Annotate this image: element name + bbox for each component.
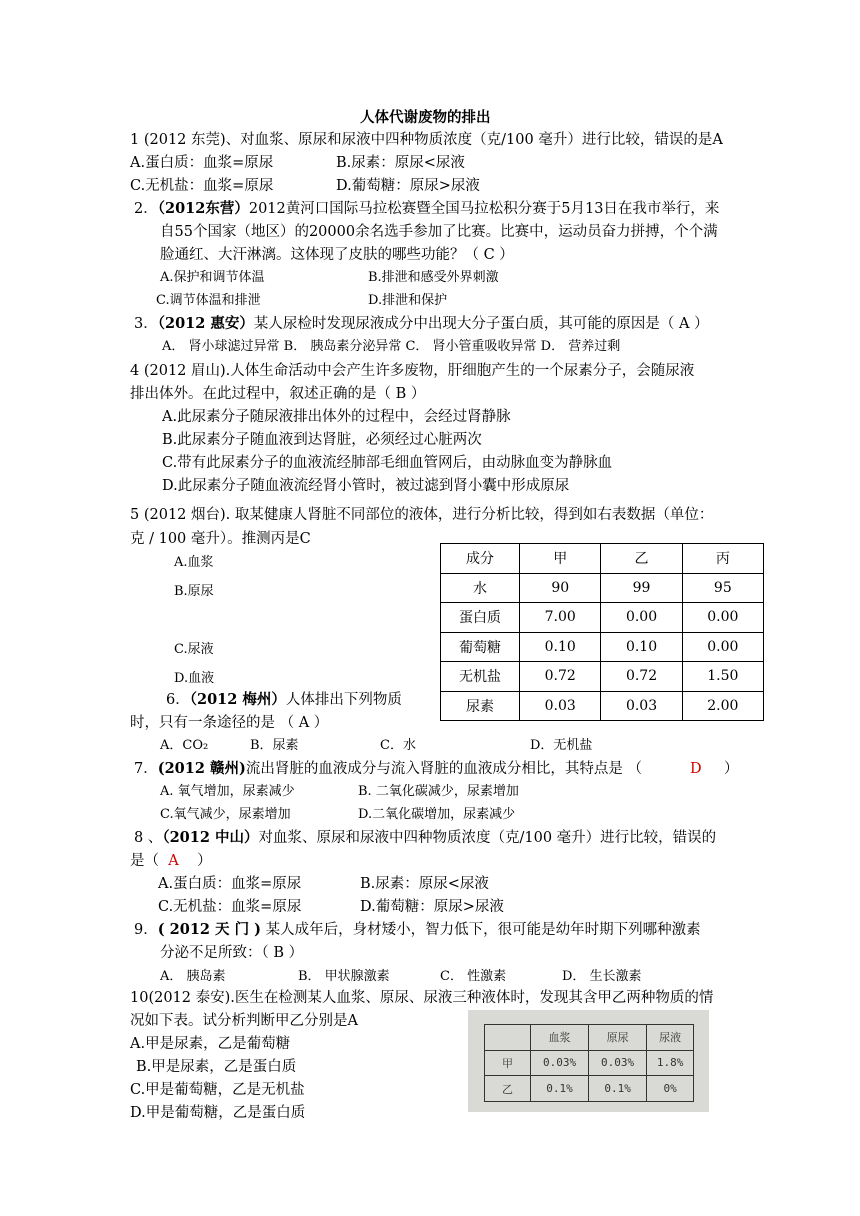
q1-option-b: B.尿素：原尿<尿液 [336,155,465,171]
q8-stem: 对血浆、原尿和尿液中四种物质浓度（克/100 毫升）进行比较，错误的 [258,830,717,846]
q7-answer: D [690,761,702,777]
q5-option-b: B.原尿 [174,584,214,599]
q2-option-a: A.保护和调节体温 [160,270,265,285]
q3-number: 3． [134,316,158,332]
table-cell: 1.8% [647,1050,694,1076]
q6-option-b: B．尿素 [250,738,299,753]
q6-option-d: D．无机盐 [530,738,593,753]
q7-source-tag: (2012 赣州) [157,760,246,777]
q8-close-paren: ） [197,853,212,869]
table-cell: 1.50 [682,662,763,692]
table-cell: 0.00 [682,632,763,662]
q6-option-c: C．水 [380,738,416,753]
q5-option-a: A.血浆 [174,555,214,570]
q7-close-paren: ） [724,761,739,777]
q1-option-d: D.葡萄糖：原尿>尿液 [336,178,480,194]
q9-number: 9． [134,922,158,938]
q8-option-a: A.蛋白质：血浆=原尿 [158,876,302,892]
table-cell: 90 [520,573,601,603]
table-row [441,662,764,692]
q7-stem: 流出肾脏的血液成分与流入肾脏的血液成分相比，其特点是 （ [245,761,642,777]
table-cell: 95 [682,573,763,603]
table-header-row [485,1025,694,1051]
q9-stem-line2: 分泌不足所致：（ B ） [160,945,304,961]
q6-stem: 人体排出下列物质 [285,692,402,708]
table-cell: 尿素 [441,691,520,721]
table-header-cell: 血浆 [530,1025,588,1051]
q6-stem-line2: 时，只有一条途径的是 （ A ） [130,715,329,731]
table-cell: 0.00 [601,603,682,633]
table-row [441,573,764,603]
table-cell: 葡萄糖 [441,632,520,662]
table-row [485,1076,694,1102]
q3-source-tag: （2012 惠安） [157,315,254,332]
q4-option-a: A.此尿素分子随尿液排出体外的过程中，会经过肾静脉 [162,409,511,425]
q8-option-b: B.尿素：原尿<尿液 [360,876,489,892]
table-cell: 蛋白质 [441,603,520,633]
table-cell: 0.00 [682,603,763,633]
table-row [441,691,764,721]
q7-number: 7． [134,761,158,777]
table-cell: 2.00 [682,691,763,721]
q9-source-tag: ( 2012 天 门 ) [157,921,262,938]
q2-source-tag: （2012东营） [157,200,249,217]
q4-option-c: C.带有此尿素分子的血液流经肺部毛细血管网后，由动脉血变为静脉血 [162,455,613,471]
table-cell: 0.1% [589,1076,647,1102]
table-cell: 0.03 [520,691,601,721]
q7-option-b: B. 二氧化碳减少，尿素增加 [358,784,519,799]
table-cell: 0.72 [601,662,682,692]
q8-answer: A [168,853,179,869]
q10-option-b: B.甲是尿素，乙是蛋白质 [136,1059,297,1075]
q2-stem-line1: 2012黄河口国际马拉松赛暨全国马拉松积分赛于5月13日在我市举行，来 [248,201,720,217]
q5-stem-line1: 5 (2012 烟台). 取某健康人肾脏不同部位的液体，进行分析比较，得到如右表数据（单位： [130,507,714,523]
q6-number: 6． [166,692,190,708]
table-cell: 乙 [485,1076,531,1102]
table-row [441,632,764,662]
q3-options: A． 肾小球滤过异常 B． 胰岛素分泌异常 C． 肾小管重吸收异常 D． 营养过剩 [162,339,621,354]
q10-stem-line1: 10(2012 泰安).医生在检测某人血浆、原尿、尿液三种液体时，发现其含甲乙两种物质的情 [130,990,714,1006]
q1-option-c: C.无机盐：血浆=原尿 [130,178,274,194]
q10-option-c: C.甲是葡萄糖，乙是无机盐 [130,1082,305,1098]
table-header-cell: 尿液 [647,1025,694,1051]
q7-option-d: D.二氧化碳增加，尿素减少 [358,807,516,822]
q9-option-a: A． 胰岛素 [160,969,226,984]
q6-option-a: A．CO₂ [160,738,209,753]
q9-stem: 某人成年后，身材矮小，智力低下，很可能是幼年时期下列哪种激素 [265,922,701,938]
q8-source-tag: （2012 中山） [162,829,259,846]
q10-photo-table-image [468,1010,709,1112]
table-cell: 水 [441,573,520,603]
q9-option-d: D． 生长激素 [562,969,642,984]
table-header-cell: 丙 [682,544,763,574]
q5-stem-line2: 克 / 100 毫升）。推测丙是C [130,531,311,547]
q10-option-a: A.甲是尿素，乙是葡萄糖 [130,1036,291,1052]
q2-option-c: C.调节体温和排泄 [156,293,261,308]
q9-option-c: C． 性激素 [440,969,507,984]
q8-stem-line2: 是（ [130,853,159,869]
q1-option-a: A.蛋白质：血浆=原尿 [130,155,274,171]
table-header-cell: 甲 [520,544,601,574]
page-title: 人体代谢废物的排出 [360,109,491,126]
table-header-cell: 成分 [441,544,520,574]
q5-option-d: D.血液 [174,671,215,686]
q4-option-d: D.此尿素分子随血液流经肾小管时，被过滤到肾小囊中形成原尿 [162,478,570,494]
q1-stem: 1 (2012 东莞)、对血浆、原尿和尿液中四种物质浓度（克/100 毫升）进行比较，错误的是A [130,132,723,148]
q4-stem-line1: 4 (2012 眉山).人体生命活动中会产生许多废物，肝细胞产生的一个尿素分子，会随尿液 [130,363,695,379]
table-header-cell: 原尿 [589,1025,647,1051]
table-cell: 0.10 [520,632,601,662]
table-header-cell: 乙 [601,544,682,574]
q3-stem: 某人尿检时发现尿液成分中出现大分子蛋白质，其可能的原因是（ A ） [253,316,709,332]
q10-stem-line2: 况如下表。试分析判断甲乙分别是A [130,1013,358,1029]
table-cell: 7.00 [520,603,601,633]
table-cell: 0.72 [520,662,601,692]
q2-number: 2． [134,201,158,217]
q2-option-b: B.排泄和感受外界刺激 [368,270,499,285]
table-cell: 0.03% [530,1050,588,1076]
table-header-cell [485,1025,531,1051]
q5-option-c: C.尿液 [174,642,214,657]
table-header-row [441,544,764,574]
table-cell: 0.03 [601,691,682,721]
q2-stem-line3: 脸通红、大汗淋漓。这体现了皮肤的哪些功能？（ C ） [160,247,514,263]
table-cell: 无机盐 [441,662,520,692]
q8-number: 8 、 [134,830,163,846]
q7-option-a: A. 氧气增加，尿素减少 [160,784,295,799]
table-cell: 0.03% [589,1050,647,1076]
table-cell: 0.10 [601,632,682,662]
table-cell: 甲 [485,1050,531,1076]
q2-stem-line2: 自55个国家（地区）的20000余名选手参加了比赛。比赛中，运动员奋力拼搏，个个满 [160,224,718,240]
q2-option-d: D.排泄和保护 [368,293,448,308]
q6-source-tag: （2012 梅州） [189,691,286,708]
q4-stem-line2: 排出体外。在此过程中，叙述正确的是（ B ） [130,386,426,402]
q9-option-b: B． 甲状腺激素 [298,969,390,984]
q8-option-c: C.无机盐：血浆=原尿 [158,899,302,915]
q4-option-b: B.此尿素分子随血液到达肾脏，必须经过心脏两次 [162,432,482,448]
table-cell: 0.1% [530,1076,588,1102]
q10-photo-table [484,1024,694,1102]
q5-data-table [440,543,764,721]
table-row [441,603,764,633]
q8-option-d: D.葡萄糖：原尿>尿液 [360,899,504,915]
table-cell: 0% [647,1076,694,1102]
table-row [485,1050,694,1076]
q7-option-c: C.氧气减少，尿素增加 [160,807,291,822]
table-cell: 99 [601,573,682,603]
q10-option-d: D.甲是葡萄糖，乙是蛋白质 [130,1105,306,1121]
